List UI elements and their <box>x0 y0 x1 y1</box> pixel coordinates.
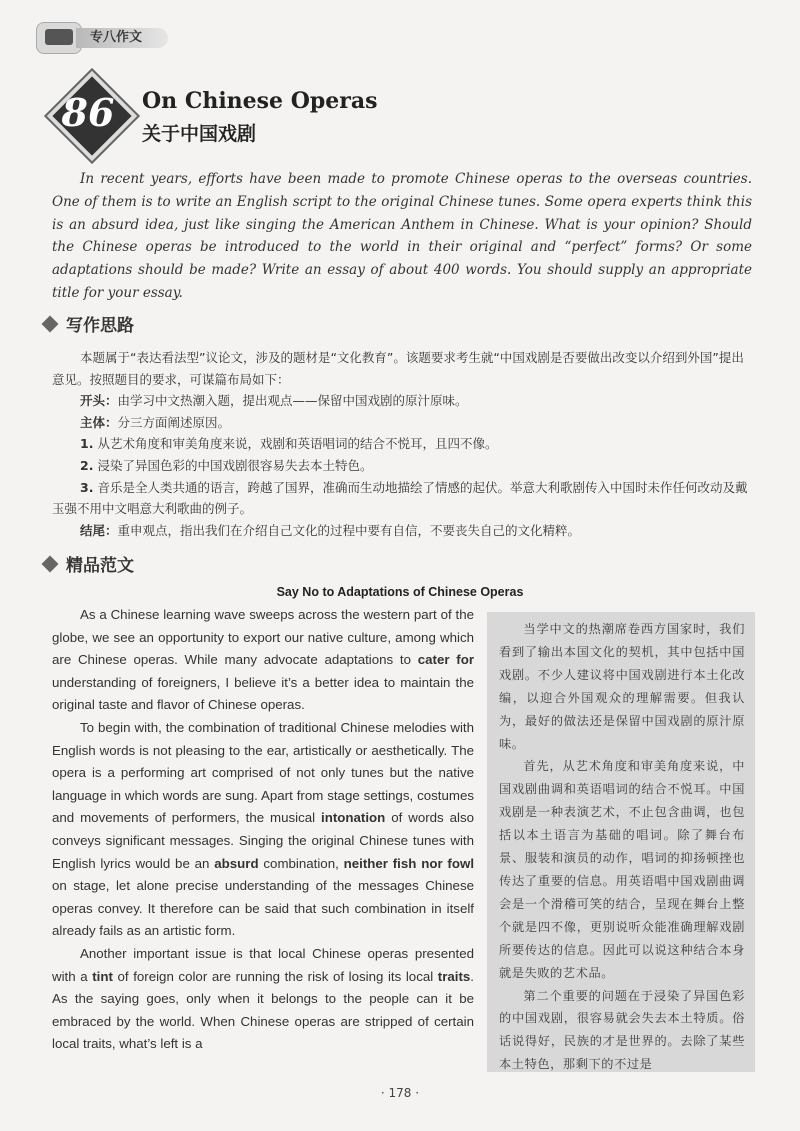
essay-paragraph-1: As a Chinese learning wave sweeps across the western part of the globe, we see an opportunity to export our native culture, among which are Chinese operas. While many advocate adaptations to cater for understanding of foreigners, I believe it’s a better idea to maintain the original taste and flavor of Chinese operas. <box>52 607 474 713</box>
essay-prompt: In recent years, efforts have been made to promote Chinese operas to the overseas countries. One of them is to write an English script to the original Chinese tunes. Some opera experts think this is an absurd idea, just like singing the American Anthem in Chinese. What is your opinion? Should the Chinese operas be introduced to the world in their original and “perfect” forms? Or some adaptations should be made? Write an essay of about 400 words. You should supply an appropriate title for your essay. <box>52 171 752 301</box>
outline-ending: 结尾：重申观点，指出我们在介绍自己文化的过程中要有自信，不要丧失自己的文化精粹。 <box>80 522 581 538</box>
model-essay-heading: 精品范文 <box>40 554 134 578</box>
outline-body: 主体：分三方面阐述原因。 <box>80 414 231 430</box>
outline-point-3: 3. 音乐是全人类共通的语言，跨越了国界，准确而生动地描绘了情感的起伏。举意大利歌剧传入中国时未作任何改动及戴玉强不用中文唱意大利歌曲的例子。 <box>52 479 748 517</box>
outline-opening: 开头：由学习中文热潮入题，提出观点——保留中国戏剧的原汁原味。 <box>80 393 468 409</box>
outline-intro: 本题属于“表达看法型”议论文，涉及的题材是“文化教育”。该题要求考生就“中国戏剧是否要做出改变以介绍到外国”提出意见。按照题目的要求，可谋篇布局如下： <box>52 350 744 387</box>
topic-title-en: On Chinese Operas <box>142 88 378 114</box>
model-essay-text <box>52 604 474 1056</box>
topic-number-badge <box>50 74 126 150</box>
page-number: · 178 · <box>380 1086 420 1100</box>
essay-paragraph-3: Another important issue is that local Chinese operas presented with a tint of foreign color are running the risk of losing its local traits. As the saying goes, only when it belongs to the people can it be embraced by the world. When Chinese operas are stripped of certain local traits, what’s left is a <box>52 945 474 1052</box>
diamond-bullet-icon <box>42 556 59 573</box>
diamond-bullet-icon <box>42 316 59 333</box>
translation-paragraph-2: 首先，从艺术角度和审美角度来说，中国戏剧曲调和英语唱词的结合不悦耳。中国戏剧是一种表演艺术，不止包含曲调，也包括以本土语言为基础的唱词。除了舞台布景、服装和演员的动作，唱词的抑扬顿挫也传达了重要的信息。用英语唱中国戏剧曲调会是一个滑稽可笑的结合，呈现在舞台上整个就是四不像，更别说听众能准确理解戏剧所要传达的信息。因此可以说这种结合本身就是失败的艺术品。 <box>499 759 745 980</box>
translation-box <box>487 612 755 1072</box>
translation-paragraph-1: 当学中文的热潮席卷西方国家时，我们看到了输出本国文化的契机，其中包括中国戏剧。不少人建议将中国戏剧进行本土化改编，以迎合外国观众的理解需要。但我认为，最好的做法还是保留中国戏剧的原汁原味。 <box>499 622 745 751</box>
topic-title-cn: 关于中国戏剧 <box>142 123 257 145</box>
outline-point-2: 2. 浸染了异国色彩的中国戏剧很容易失去本土特色。 <box>80 457 373 473</box>
essay-title: Say No to Adaptations of Chinese Operas <box>276 585 524 599</box>
thinking-heading: 写作思路 <box>40 314 134 338</box>
outline-point-1: 1. 从艺术角度和审美角度来说，戏剧和英语唱词的结合不悦耳，且四不像。 <box>80 436 498 452</box>
essay-paragraph-2: To begin with, the combination of traditional Chinese melodies with English words is not pleasing to the ear, artistically or aesthetically. The opera is a performing art comprised of not only tunes but the native language in which words are sung. Apart from stage settings, costumes and movements of performers, the musical intonation of words also conveys significant messages. Singing the original Chinese tunes with English lyrics would be an absurd combination, neither fish nor fowl on stage, let alone precise understanding of the messages Chinese operas convey. It therefore can be said that such combination in itself already fails as an artistic form. <box>52 719 475 939</box>
translation-paragraph-3: 第二个重要的问题在于浸染了异国色彩的中国戏剧，很容易就会失去本土特质。俗话说得好，民族的才是世界的。去除了某些本土特色，那剩下的不过是 <box>499 988 745 1072</box>
topic-number: 86 <box>61 90 115 135</box>
series-tag-label: 专八作文 <box>76 28 168 48</box>
writing-outline <box>52 347 752 541</box>
series-tag <box>36 22 168 52</box>
